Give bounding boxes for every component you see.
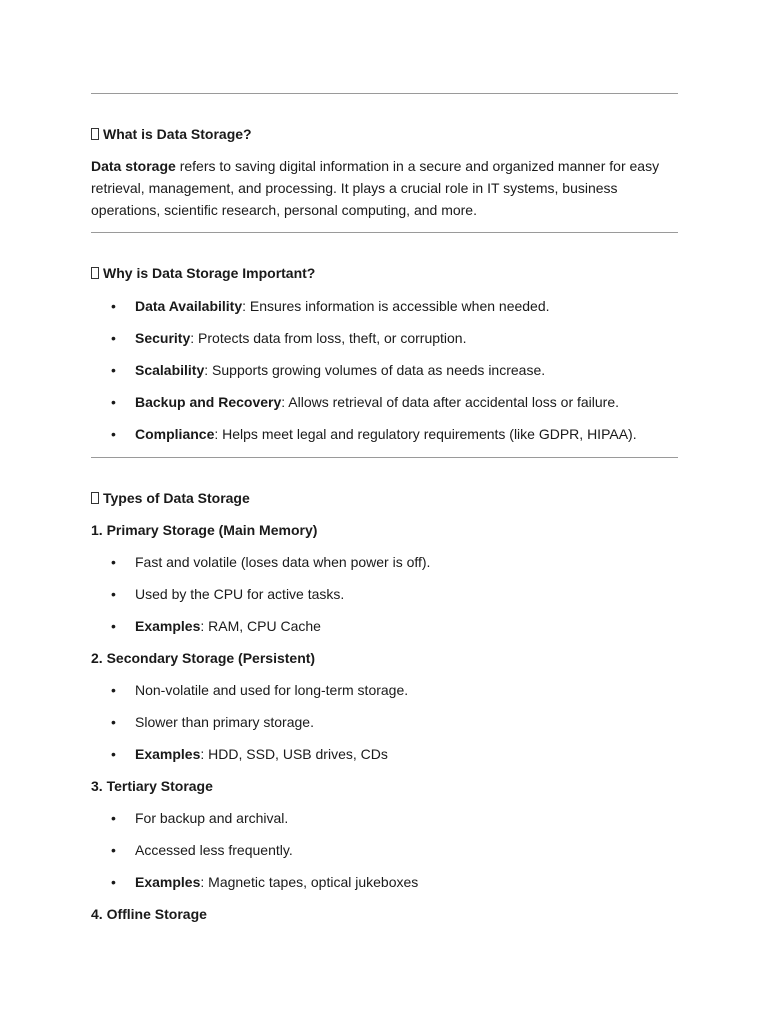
missing-glyph-icon [91,128,99,140]
bullet-icon: • [111,682,116,698]
bullet-icon: • [111,810,116,826]
bullet-icon: • [111,394,116,410]
subheading-primary-storage: 1. Primary Storage (Main Memory) [91,522,318,538]
section-heading-what-is-data-storage: What is Data Storage? [91,125,252,143]
bullet-icon: • [111,426,116,442]
missing-glyph-icon [91,267,99,279]
missing-glyph-icon [91,492,99,504]
horizontal-rule [91,93,678,94]
definition-term: Data storage [91,158,176,174]
definition-body: refers to saving digital information in a secure and organized manner for easy retrieval, management, and processing. It plays a crucial role in IT systems, business operations, scientific research, personal computing, and more. [91,158,660,218]
subheading-tertiary-storage: 3. Tertiary Storage [91,778,213,794]
section-heading-types: Types of Data Storage [91,489,250,507]
section-heading-why-important: Why is Data Storage Important? [91,264,315,282]
bullet-icon: • [111,554,116,570]
bullet-icon: • [111,330,116,346]
subheading-offline-storage: 4. Offline Storage [91,906,207,922]
bullet-icon: • [111,842,116,858]
subheading-secondary-storage: 2. Secondary Storage (Persistent) [91,650,316,666]
bullet-icon: • [111,746,116,762]
bullet-icon: • [111,714,116,730]
horizontal-rule [91,232,678,233]
bullet-icon: • [111,874,116,890]
bullet-icon: • [111,618,116,634]
horizontal-rule [91,457,678,458]
bullet-icon: • [111,362,116,378]
bullet-icon: • [111,298,116,314]
bullet-icon: • [111,586,116,602]
definition-paragraph [91,155,678,221]
